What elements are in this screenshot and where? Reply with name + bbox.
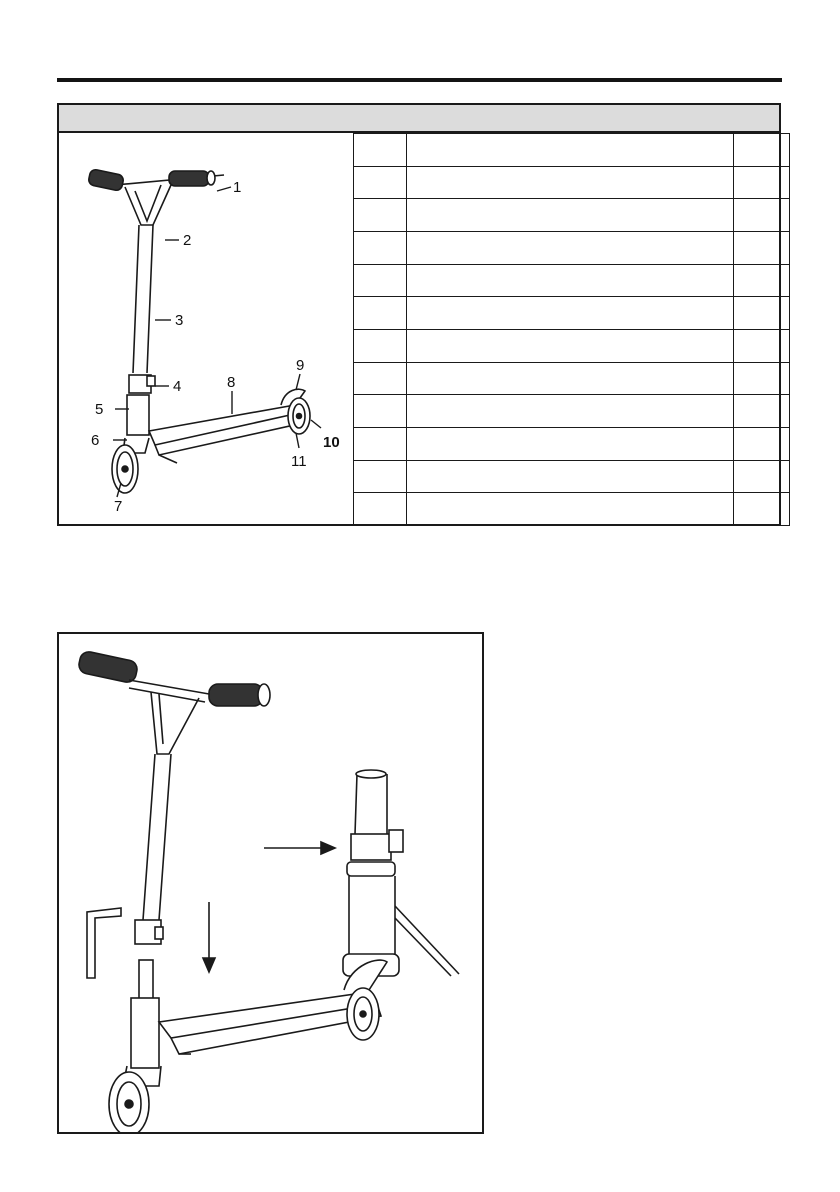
callout-4: 4	[173, 378, 182, 395]
part-number-cell	[354, 427, 407, 460]
parts-table-row	[354, 166, 790, 199]
part-description-cell	[407, 329, 734, 362]
part-quantity-cell	[734, 329, 790, 362]
parts-table-row	[354, 395, 790, 428]
assembly-step-panel	[57, 632, 484, 1134]
part-number-cell	[354, 199, 407, 232]
part-number-cell	[354, 297, 407, 330]
callout-6: 6	[91, 432, 100, 449]
deck	[149, 405, 303, 463]
scooter-base	[109, 960, 387, 1132]
part-number-cell	[354, 134, 407, 167]
callout-3: 3	[175, 312, 184, 329]
assembly-illustration	[59, 634, 482, 1132]
part-description-cell	[407, 362, 734, 395]
right-grip	[169, 171, 215, 186]
callout-5: 5	[95, 401, 104, 418]
part-number-cell	[354, 460, 407, 493]
front-wheel	[112, 445, 138, 493]
allen-key-icon	[87, 908, 121, 978]
part-quantity-cell	[734, 297, 790, 330]
part-description-cell	[407, 460, 734, 493]
parts-table-row	[354, 460, 790, 493]
parts-table-row	[354, 297, 790, 330]
parts-table-row	[354, 199, 790, 232]
part-description-cell	[407, 395, 734, 428]
part-number-cell	[354, 362, 407, 395]
part-number-cell	[354, 493, 407, 526]
callout-9: 9	[296, 357, 305, 374]
part-quantity-cell	[734, 427, 790, 460]
clamp-detail-zoom	[343, 770, 459, 976]
part-description-cell	[407, 134, 734, 167]
part-quantity-cell	[734, 264, 790, 297]
parts-table-row	[354, 493, 790, 526]
top-rule	[57, 78, 782, 82]
part-quantity-cell	[734, 460, 790, 493]
parts-table-row	[354, 362, 790, 395]
scooter-parts-illustration	[59, 133, 353, 526]
parts-list-panel	[57, 103, 781, 526]
callout-10: 10	[323, 434, 340, 451]
parts-table-row	[354, 134, 790, 167]
parts-header-bar	[59, 105, 779, 133]
parts-table-row	[354, 329, 790, 362]
part-number-cell	[354, 395, 407, 428]
callout-7: 7	[114, 498, 123, 515]
callout-11: 11	[291, 453, 307, 470]
rear-wheel	[288, 398, 310, 434]
parts-table	[353, 133, 790, 526]
part-quantity-cell	[734, 362, 790, 395]
part-number-cell	[354, 166, 407, 199]
parts-table-row	[354, 231, 790, 264]
down-arrow-icon	[203, 902, 215, 972]
parts-table-row	[354, 427, 790, 460]
part-number-cell	[354, 231, 407, 264]
left-grip	[88, 169, 125, 192]
part-quantity-cell	[734, 199, 790, 232]
part-quantity-cell	[734, 134, 790, 167]
part-description-cell	[407, 166, 734, 199]
part-number-cell	[354, 329, 407, 362]
part-description-cell	[407, 493, 734, 526]
right-arrow-icon	[264, 842, 335, 854]
parts-table-row	[354, 264, 790, 297]
callout-1: 1	[233, 179, 242, 196]
callout-8: 8	[227, 374, 236, 391]
part-description-cell	[407, 199, 734, 232]
part-quantity-cell	[734, 493, 790, 526]
callout-2: 2	[183, 232, 192, 249]
part-quantity-cell	[734, 395, 790, 428]
part-quantity-cell	[734, 166, 790, 199]
handlebar-assembly	[77, 650, 270, 944]
part-description-cell	[407, 297, 734, 330]
part-description-cell	[407, 427, 734, 460]
part-number-cell	[354, 264, 407, 297]
part-quantity-cell	[734, 231, 790, 264]
part-description-cell	[407, 231, 734, 264]
part-description-cell	[407, 264, 734, 297]
